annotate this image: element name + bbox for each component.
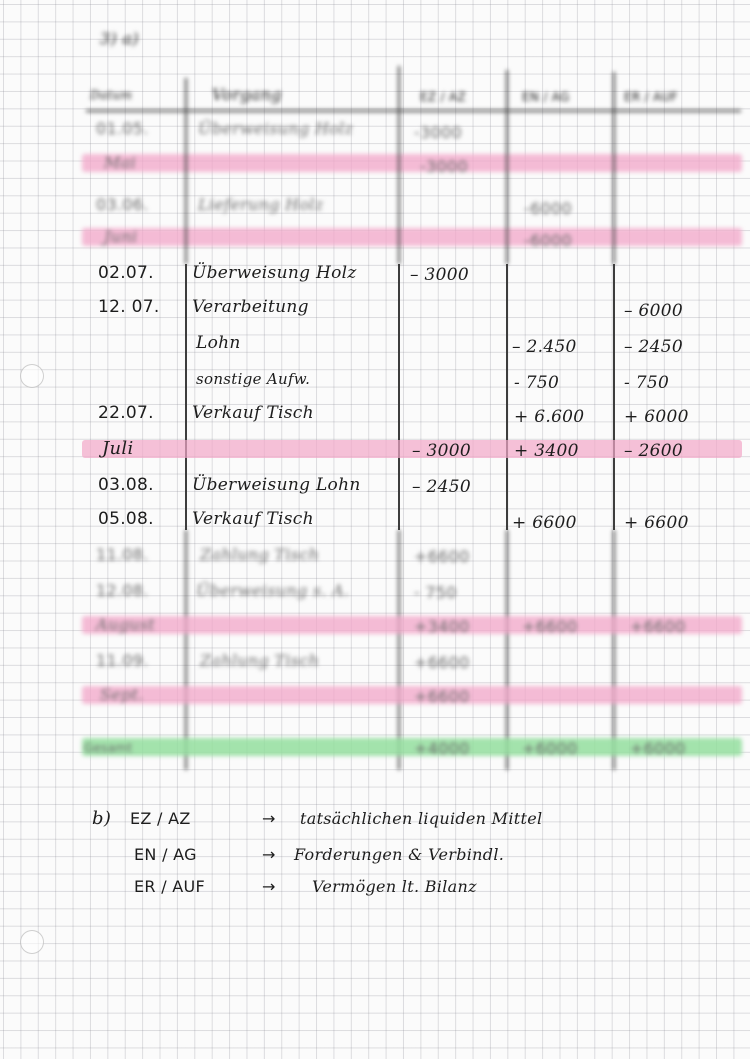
meaning-er-auf: Vermögen lt. Bilanz [312,877,477,896]
exercise-heading: 3) a) [100,29,139,48]
cell-en-ag: - 750 [514,373,560,393]
cell-ez-az: -3000 [420,157,468,176]
cell-ez-az: -3000 [414,123,462,142]
part-b-label: b) [92,808,112,829]
column-rule [613,530,615,770]
cell-vorgang: Überweisung s. A. [196,581,350,600]
cell-en-ag: +6000 [522,739,578,758]
cell-en-ag: -6000 [524,199,572,218]
cell-vorgang: Lohn [196,333,241,353]
cell-ez-az: – 3000 [412,441,471,461]
column-rule [613,264,615,530]
arrow-icon: → [262,877,276,896]
arrow-icon: → [262,809,276,828]
meaning-ez-az: tatsächlichen liquiden Mittel [300,809,543,828]
cell-ez-az: +6600 [414,687,470,706]
column-rule [185,78,187,264]
cell-ez-az: - 750 [414,583,457,602]
cell-en-ag: + 6600 [512,513,577,533]
cell-en-ag: – 2.450 [512,337,577,357]
cell-datum: Juni [104,227,138,246]
column-rule [185,530,187,770]
cell-vorgang: Lieferung Holz [198,195,324,214]
column-rule [398,530,400,770]
cell-datum: 12.08. [96,581,149,600]
column-rule [398,66,400,264]
cell-en-ag: + 6.600 [514,407,585,427]
cell-er-auf: + 6600 [624,513,689,533]
header-en-ag: EN / AG [522,90,570,104]
cell-datum: 11.08. [96,545,149,564]
cell-datum: 05.08. [98,509,154,529]
cell-datum: Sept. [100,685,144,704]
header-datum: Datum [90,88,133,102]
cell-er-auf: +6600 [630,617,686,636]
cell-datum: 01.05. [96,119,149,138]
cell-en-ag: -6000 [524,231,572,250]
cell-vorgang: Überweisung Holz [192,263,357,283]
cell-en-ag: + 3400 [514,441,579,461]
cell-ez-az: – 3000 [410,265,469,285]
blurred-top-section [0,0,750,264]
visible-table-section [0,263,750,533]
pink-highlight [82,154,742,172]
column-rule [185,264,187,530]
arrow-icon: → [262,845,276,864]
term-ez-az: EZ / AZ [130,809,191,828]
cell-vorgang: Überweisung Lohn [192,475,361,495]
cell-vorgang: Zahlung Tisch [200,545,320,564]
term-er-auf: ER / AUF [134,877,206,896]
cell-datum: 12. 07. [98,297,160,317]
cell-er-auf: – 2600 [624,441,683,461]
column-rule [613,72,615,264]
punch-hole [20,930,44,954]
cell-vorgang: Überweisung Holz [198,119,354,138]
cell-er-auf: – 6000 [624,301,683,321]
cell-datum: August [96,615,155,634]
header-vorgang: Vorgang [212,85,282,104]
cell-vorgang: Zahlung Tisch [200,651,320,670]
cell-en-ag: +6600 [522,617,578,636]
blurred-bottom-section [0,530,750,790]
column-rule [506,530,508,770]
cell-er-auf: +6000 [630,739,686,758]
cell-vorgang: sonstige Aufw. [196,370,311,388]
cell-vorgang: Verarbeitung [192,297,309,317]
cell-datum: 02.07. [98,263,154,283]
cell-ez-az: +6600 [414,547,470,566]
header-er-auf: ER / AUF [624,90,678,104]
cell-datum: Gesamt [84,741,133,755]
cell-er-auf: - 750 [624,373,670,393]
cell-datum: 03.08. [98,475,154,495]
part-b-section [0,800,750,910]
header-ez-az: EZ / AZ [420,90,467,104]
cell-ez-az: +3400 [414,617,470,636]
cell-vorgang: Verkauf Tisch [192,509,314,529]
column-rule [506,70,508,264]
cell-ez-az: – 2450 [412,477,471,497]
cell-ez-az: +6600 [414,653,470,672]
cell-vorgang: Verkauf Tisch [192,403,314,423]
cell-datum: Mai [104,153,136,172]
cell-ez-az: +4000 [414,739,470,758]
cell-er-auf: – 2450 [624,337,683,357]
cell-er-auf: + 6000 [624,407,689,427]
pink-highlight [82,686,742,704]
column-rule [398,264,400,530]
pink-highlight [82,228,742,246]
column-rule [506,264,508,530]
meaning-en-ag: Forderungen & Verbindl. [294,845,505,864]
term-en-ag: EN / AG [134,845,197,864]
cell-datum: 03.06. [96,195,149,214]
cell-datum: 22.07. [98,403,154,423]
cell-datum: Juli [102,438,134,459]
cell-datum: 11.09. [96,651,149,670]
